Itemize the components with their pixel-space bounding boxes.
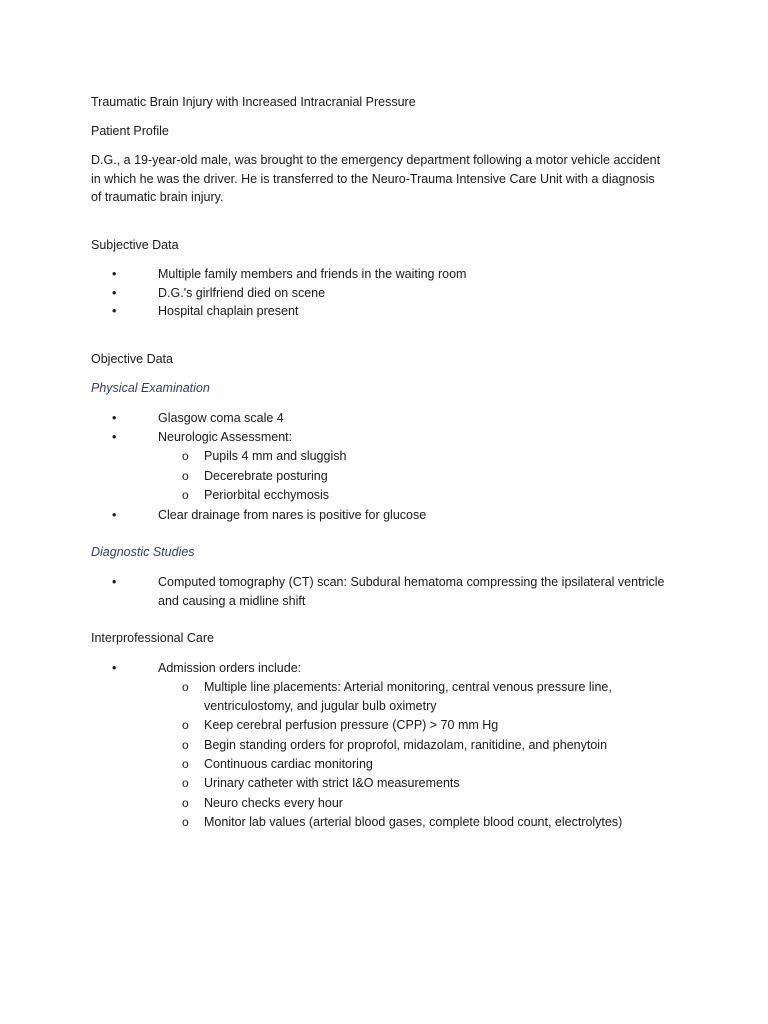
- care-item: Admission orders include:: [158, 661, 302, 675]
- profile-line-2: in which he was the driver. He is transferred to the Neuro-Trauma Intensive Care Unit with a diagnosis: [91, 172, 655, 186]
- subjective-data-heading: Subjective Data: [91, 238, 179, 252]
- subjective-item: D.G.'s girlfriend died on scene: [158, 286, 326, 300]
- bullet-icon: •: [112, 304, 117, 318]
- list-item: [0, 428, 768, 446]
- objective-item: Clear drainage from nares is positive for glucose: [158, 508, 427, 522]
- list-item-continuation: [0, 592, 768, 610]
- neuro-item: Decerebrate posturing: [204, 469, 328, 483]
- list-item: [0, 813, 768, 831]
- subjective-item: Multiple family members and friends in the waiting room: [158, 267, 467, 281]
- list-item: [0, 486, 768, 504]
- list-item: [0, 716, 768, 734]
- order-item-continuation: ventriculostomy, and jugular bulb oximetry: [204, 699, 437, 713]
- objective-data-heading: Objective Data: [91, 352, 173, 366]
- neuro-item: Pupils 4 mm and sluggish: [204, 449, 347, 463]
- profile-line-3: of traumatic brain injury.: [91, 190, 224, 204]
- list-item: [0, 659, 768, 677]
- sub-bullet-icon: o: [182, 815, 189, 829]
- list-item: [0, 302, 768, 320]
- sub-bullet-icon: o: [182, 776, 189, 790]
- bullet-icon: •: [112, 430, 117, 444]
- sub-bullet-icon: o: [182, 680, 189, 694]
- bullet-icon: •: [112, 411, 117, 425]
- bullet-icon: •: [112, 661, 117, 675]
- order-item: Continuous cardiac monitoring: [204, 757, 373, 771]
- bullet-icon: •: [112, 508, 117, 522]
- neuro-item: Periorbital ecchymosis: [204, 488, 330, 502]
- list-item: [0, 284, 768, 302]
- list-item: [0, 467, 768, 485]
- sub-bullet-icon: o: [182, 738, 189, 752]
- bullet-icon: •: [112, 575, 117, 589]
- subjective-item: Hospital chaplain present: [158, 304, 299, 318]
- bullet-icon: •: [112, 267, 117, 281]
- order-item: Begin standing orders for proprofol, midazolam, ranitidine, and phenytoin: [204, 738, 608, 752]
- list-item: [0, 736, 768, 754]
- order-item: Monitor lab values (arterial blood gases, complete blood count, electrolytes): [204, 815, 623, 829]
- profile-line-1: D.G., a 19-year-old male, was brought to the emergency department following a motor vehicle accident: [91, 153, 661, 167]
- sub-bullet-icon: o: [182, 718, 189, 732]
- sub-bullet-icon: o: [182, 469, 189, 483]
- list-item: [0, 573, 768, 591]
- order-item: Keep cerebral perfusion pressure (CPP) > 70 mm Hg: [204, 718, 499, 732]
- diagnostic-studies-heading: Diagnostic Studies: [91, 545, 195, 559]
- list-item: [0, 447, 768, 465]
- order-item: Neuro checks every hour: [204, 796, 343, 810]
- sub-bullet-icon: o: [182, 757, 189, 771]
- list-item: [0, 506, 768, 524]
- list-item: [0, 678, 768, 696]
- sub-bullet-icon: o: [182, 449, 189, 463]
- list-item: [0, 774, 768, 792]
- interprofessional-care-heading: Interprofessional Care: [91, 631, 214, 645]
- list-item: [0, 794, 768, 812]
- diagnostic-line-2: and causing a midline shift: [158, 594, 306, 608]
- bullet-icon: •: [112, 286, 117, 300]
- document-title: Traumatic Brain Injury with Increased Intracranial Pressure: [91, 95, 416, 109]
- list-item-continuation: [0, 697, 768, 715]
- list-item: [0, 265, 768, 283]
- diagnostic-line-1: Computed tomography (CT) scan: Subdural hematoma compressing the ipsilateral ventricle: [158, 575, 665, 589]
- list-item: [0, 755, 768, 773]
- sub-bullet-icon: o: [182, 796, 189, 810]
- order-item: Urinary catheter with strict I&O measurements: [204, 776, 460, 790]
- list-item: [0, 409, 768, 427]
- sub-bullet-icon: o: [182, 488, 189, 502]
- patient-profile-heading: Patient Profile: [91, 124, 169, 138]
- objective-item: Neurologic Assessment:: [158, 430, 293, 444]
- objective-item: Glasgow coma scale 4: [158, 411, 284, 425]
- order-item: Multiple line placements: Arterial monitoring, central venous pressure line,: [204, 680, 612, 694]
- physical-examination-heading: Physical Examination: [91, 381, 210, 395]
